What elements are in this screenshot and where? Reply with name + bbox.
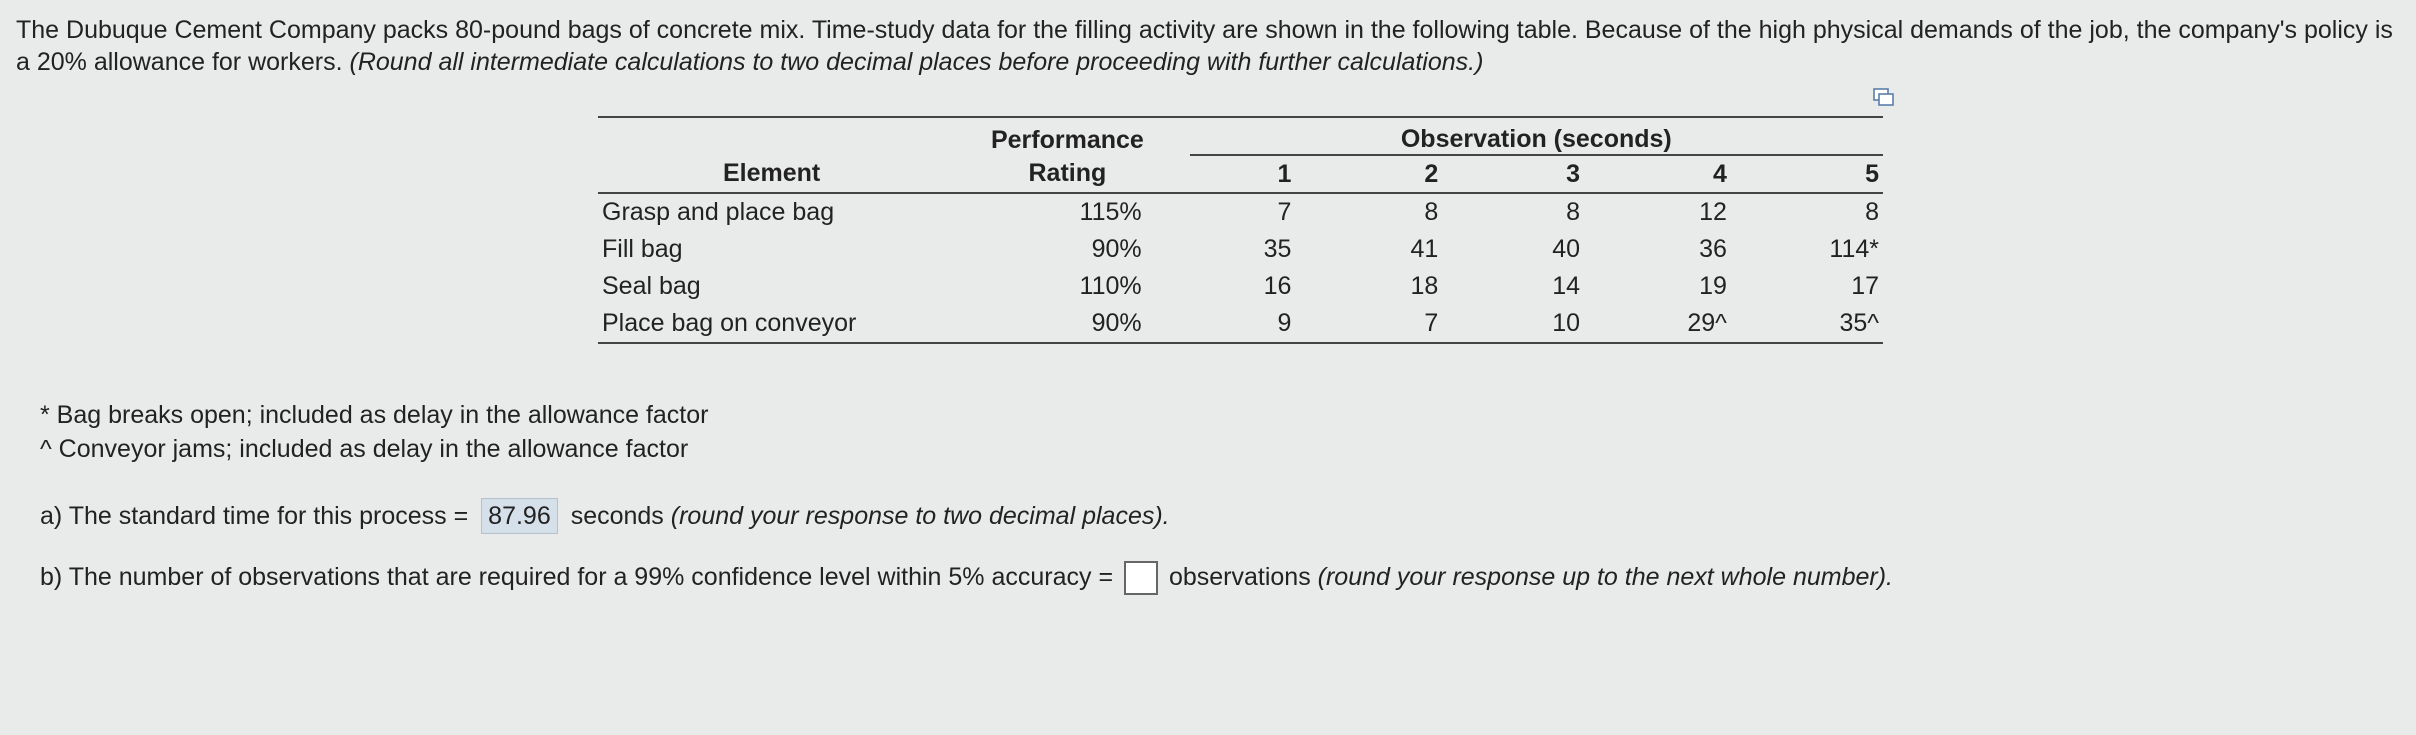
- header-obs-2: 2: [1295, 155, 1442, 193]
- question-a-note: (round your response to two decimal places).: [670, 502, 1170, 530]
- obs-cell: 7: [1277, 198, 1292, 226]
- footnote-star: * Bag breaks open; included as delay in the allowance factor: [40, 401, 709, 429]
- table-header-bottom-row: [598, 155, 1883, 193]
- problem-statement: [16, 14, 2396, 78]
- obs-cell: 35: [1263, 235, 1292, 263]
- table-row: [598, 193, 1883, 231]
- header-observation-group: Observation (seconds): [1190, 117, 1883, 155]
- obs-cell: 8: [1566, 198, 1581, 226]
- question-b-note: (round your response up to the next whole number).: [1317, 563, 1893, 591]
- obs-cell: 14: [1552, 272, 1581, 300]
- header-obs-3: 3: [1442, 155, 1584, 193]
- element-cell: Fill bag: [602, 235, 683, 263]
- obs-cell: 12: [1699, 198, 1727, 226]
- obs-cell: 17: [1851, 272, 1879, 300]
- table-row: [598, 268, 1883, 305]
- header-spacer: [598, 117, 945, 155]
- time-study-table: [598, 116, 1883, 344]
- intro-text: The Dubuque Cement Company packs 80-pound bags of concrete mix. Time-study data for the filling activity are shown in the following table. Because of the high physical demands of the job, the company's policy is a 20% allowance for workers.: [16, 16, 2393, 76]
- header-element: Element: [598, 155, 945, 193]
- obs-cell: 8: [1424, 198, 1439, 226]
- header-obs-1: 1: [1190, 155, 1296, 193]
- question-a-units: seconds: [570, 502, 664, 530]
- question-b: [40, 560, 1893, 595]
- element-cell: Seal bag: [602, 272, 701, 300]
- obs-cell: 16: [1263, 272, 1292, 300]
- obs-cell: 19: [1699, 272, 1727, 300]
- obs-cell: 114*: [1829, 235, 1879, 263]
- rating-cell: 115%: [1079, 198, 1142, 226]
- table-row: [598, 231, 1883, 268]
- obs-cell: 40: [1552, 235, 1581, 263]
- header-rating: Rating: [945, 155, 1189, 193]
- rating-cell: 90%: [1091, 309, 1142, 337]
- question-b-prefix: b) The number of observations that are required for a 99% confidence level within 5% accuracy =: [40, 563, 1114, 591]
- obs-cell: 18: [1410, 272, 1439, 300]
- intro-instruction: (Round all intermediate calculations to two decimal places before proceeding with further calculations.): [349, 48, 1484, 76]
- standard-time-answer-field[interactable]: 87.96: [481, 498, 558, 534]
- obs-cell: 10: [1552, 309, 1581, 337]
- obs-cell: 9: [1277, 309, 1292, 337]
- header-obs-4: 4: [1584, 155, 1731, 193]
- question-a-prefix: a) The standard time for this process =: [40, 502, 469, 530]
- table-row: [598, 305, 1883, 343]
- obs-cell: 41: [1410, 235, 1439, 263]
- time-study-table-container: [598, 116, 1883, 344]
- header-performance: Performance: [990, 126, 1144, 154]
- obs-cell: 8: [1865, 198, 1879, 226]
- observations-answer-input[interactable]: [1124, 561, 1158, 595]
- rating-cell: 110%: [1079, 272, 1142, 300]
- table-header-top-row: [598, 117, 1883, 155]
- obs-cell: 7: [1424, 309, 1439, 337]
- rating-cell: 90%: [1091, 235, 1142, 263]
- copy-table-icon[interactable]: [1873, 88, 1895, 106]
- obs-cell: 36: [1699, 235, 1727, 263]
- question-a: [40, 498, 1170, 534]
- question-b-units: observations: [1168, 563, 1311, 591]
- header-obs-5: 5: [1731, 155, 1883, 193]
- obs-cell: 29^: [1687, 309, 1727, 337]
- footnote-caret: ^ Conveyor jams; included as delay in the allowance factor: [40, 435, 689, 463]
- obs-cell: 35^: [1839, 309, 1879, 337]
- element-cell: Grasp and place bag: [602, 198, 835, 226]
- table-footnotes: [40, 398, 708, 466]
- element-cell: Place bag on conveyor: [602, 309, 857, 337]
